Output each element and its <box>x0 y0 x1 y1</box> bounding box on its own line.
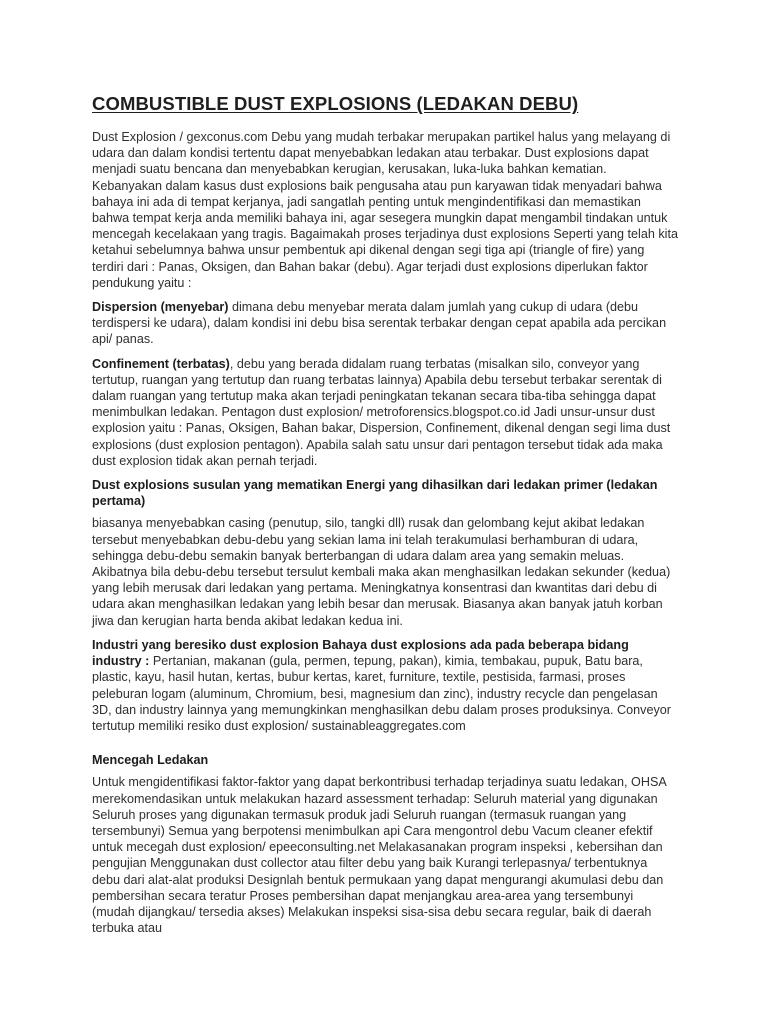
dispersion-paragraph <box>92 299 678 348</box>
intro-paragraph: Dust Explosion / gexconus.com Debu yang mudah terbakar merupakan partikel halus yang melayang di udara dan dalam kondisi tertentu dapat menyebabkan ledakan atau terbakar. Dust explosions dapat menjadi suatu bencana dan menyebabkan kerugian, kerusakan, luka-luka bahkan kematian. Kebanyakan dalam kasus dust explosions baik pengusaha atau pun karyawan tidak menyadari bahwa bahaya ini ada di tempat kerjanya, jadi sangatlah penting untuk mengindentifikasi dan memastikan bahwa tempat kerja anda memiliki bahaya ini, agar sesegera mungkin dapat mengambil tindakan untuk mencegah kecelakaan yang tragis. Bagaimakah proses terjadinya dust explosions Seperti yang telah kita ketahui sebelumnya bahwa unsur pembentuk api dikenal dengan segi tiga api (triangle of fire) yang terdiri dari : Panas, Oksigen, dan Bahan bakar (debu). Agar terjadi dust explosions diperlukan faktor pendukung yaitu : <box>92 130 678 290</box>
confinement-text: , debu yang berada didalam ruang terbatas (misalkan silo, conveyor yang tertutup, ruangan yang tertutup dan ruang terbatas lainnya) Apabila debu tersebut terbakar serentak di dalam ruangan yang tertutup maka akan terjadi peningkatan tekanan secara tiba-tiba sehingga dapat menimbulkan ledakan. Pentagon dust explosion/ metroforensics.blogspot.co.id Jadi unsur-unsur dust explosion yaitu : Panas, Oksigen, Bahan bakar, Dispersion, Confinement, dikenal dengan segi lima dust explosions (dust explosion pentagon). Apabila salah satu unsur dari pentagon tersebut tidak ada maka dust explosion tidak akan pernah terjadi. <box>92 356 671 468</box>
industry-paragraph <box>92 637 678 734</box>
secondary-explosion-paragraph: biasanya menyebabkan casing (penutup, silo, tangki dll) rusak dan gelombang kejut akibat ledakan tersebut menyebabkan debu-debu yang sekian lama ini telah terakumulasi berhamburan di udara, sehingga debu-debu semakin banyak berterbangan di udara dalam area yang semakin meluas. Akibatnya bila debu-debu tersebut tersulut kembali maka akan menghasilkan ledakan sekunder (kedua) yang lebih merusak dari ledakan yang pertama. Meningkatnya konsentrasi dan kwantitas dari debu di udara akan menghasilkan ledakan yang lebih besar dan merusak. Biasanya akan banyak jatuh korban jiwa dan kerugian harta benda akibat ledakan kedua ini. <box>92 516 671 628</box>
document-title: COMBUSTIBLE DUST EXPLOSIONS (LEDAKAN DEBU) <box>92 93 579 114</box>
dispersion-term: Dispersion (menyebar) <box>92 300 229 315</box>
prevent-paragraph: Untuk mengidentifikasi faktor-faktor yang dapat berkontribusi terhadap terjadinya suatu ledakan, OHSA merekomendasikan untuk melakukan hazard assessment terhadap: Seluruh material yang digunakan Seluruh proses yang digunakan termasuk produk jadi Seluruh ruangan (termasuk ruangan yang tersembunyi) Semua yang berpotensi menimbulkan api Cara mengontrol debu Vacum cleaner efektif untuk mecegah dust explosion/ epeeconsulting.net Melakasanakan program inspeksi , kebersihan dan pengujian Menggunakan dust collector atau filter debu yang baik Kurangi terlepasnya/ terbentuknya debu dari alat-alat produksi Designlah bentuk permukaan yang dapat mengurangi akumulasi debu dan pembersihan secara teratur Proses pembersihan dapat menjangkau area-area yang tersembunyi (mudah dijangkau/ tersedia akses) Melakukan inspeksi sisa-sisa debu secara regular, baik di daerah terbuka atau <box>92 775 667 936</box>
prevent-heading: Mencegah Ledakan <box>92 753 209 768</box>
industry-text: Pertanian, makanan (gula, permen, tepung, pakan), kimia, tembakau, pupuk, Batu bara, plastic, kayu, hasil hutan, kertas, bubur kertas, karet, furniture, textile, pestisida, farmasi, proses peleburan logam (aluminum, Chromium, besi, magnesium dan zinc), industry recycle dan pengelasan 3D, dan industry lainnya yang memungkinkan menghasilkan debu dalam proses produksinya. Conveyor tertutup memiliki resiko dust explosion/ sustainableaggregates.com <box>92 654 671 733</box>
dispersion-text: dimana debu menyebar merata dalam jumlah yang cukup di udara (debu terdispersi ke udara), dalam kondisi ini debu bisa serentak terbakar dengan cepat apabila ada percikan api/ panas. <box>92 300 667 347</box>
confinement-term: Confinement (terbatas) <box>92 356 230 371</box>
confinement-paragraph <box>92 356 678 469</box>
industry-term: Industri yang beresiko dust explosion Bahaya dust explosions ada pada beberapa bidang industry : <box>92 637 629 669</box>
secondary-explosion-heading: Dust explosions susulan yang mematikan Energi yang dihasilkan dari ledakan primer (ledakan pertama) <box>92 478 658 509</box>
